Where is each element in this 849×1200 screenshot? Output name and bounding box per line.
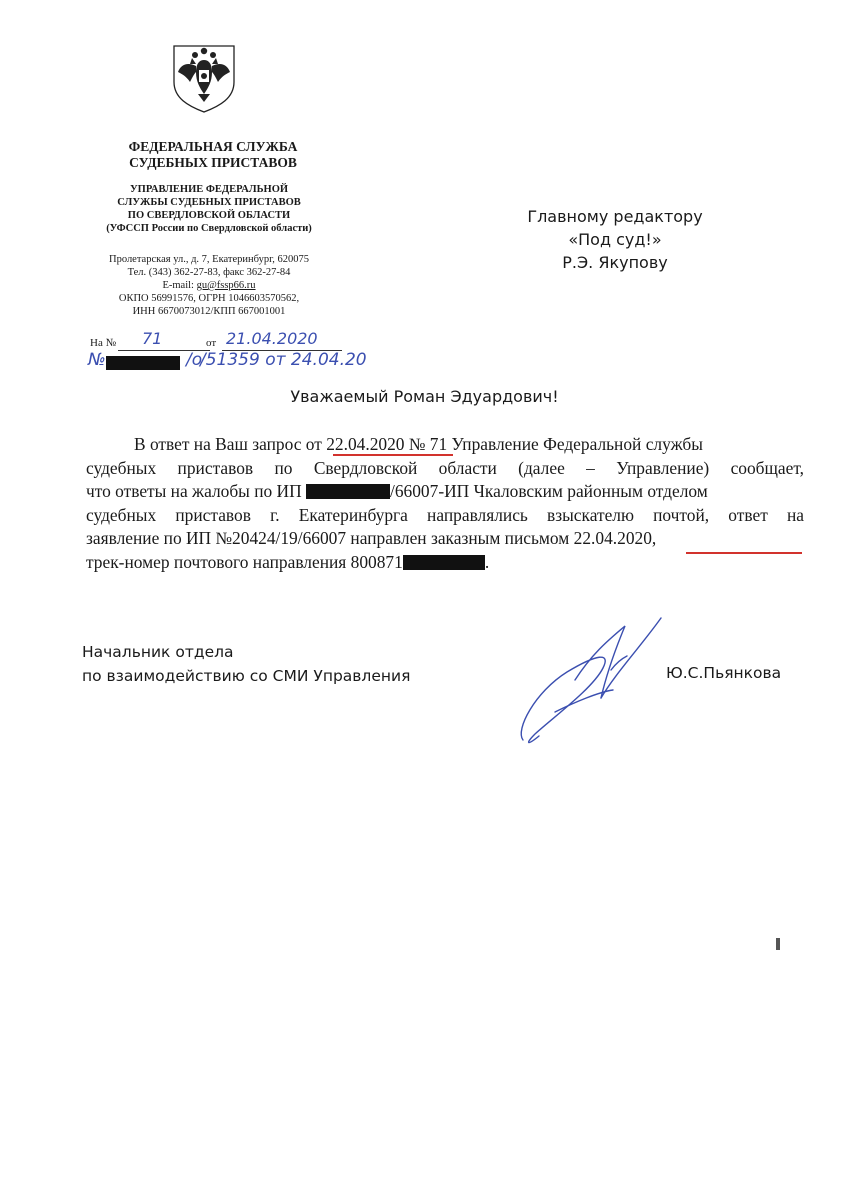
body-line-5-start: заявление по ИП №20424/19/66007 направлен заказным письмом xyxy=(86,528,574,548)
redaction-bar xyxy=(306,484,390,499)
body-line-1-start: В ответ на Ваш запрос xyxy=(134,434,306,454)
dept-line-2: СЛУЖБЫ СУДЕБНЫХ ПРИСТАВОВ xyxy=(117,197,301,208)
inn: ИНН 6670073012/КПП 667001001 xyxy=(132,306,286,317)
body-line-1 xyxy=(86,433,804,457)
request-from-label: от xyxy=(305,434,322,454)
org-contacts xyxy=(80,253,338,318)
address: Пролетарская ул., д. 7, Екатеринбург, 620075 xyxy=(109,254,309,265)
inbound-mark: /о xyxy=(186,350,203,370)
body-line-5 xyxy=(86,527,804,551)
signer-title-line-2: по взаимодействию со СМИ Управления xyxy=(82,667,411,685)
addressee xyxy=(520,205,710,274)
letter-body xyxy=(86,433,804,574)
email-line xyxy=(80,279,338,292)
body-line-4: судебных приставов г. Екатеринбурга направлялись взыскателю почтой, ответ на xyxy=(86,504,804,525)
addressee-line-3: Р.Э. Якупову xyxy=(562,253,668,272)
body-line-3-end: /66007-ИП Чкаловским районным отделом xyxy=(390,481,708,501)
inbound-prefix: № xyxy=(88,350,106,370)
okpo: ОКПО 56991576, ОГРН 1046603570562, xyxy=(118,293,300,304)
salutation: Уважаемый Роман Эдуардович! xyxy=(290,387,559,406)
dept-line-3: ПО СВЕРДЛОВСКОЙ ОБЛАСТИ xyxy=(127,210,291,221)
tracking-label: трек-номер почтового направления 800871 xyxy=(86,551,403,572)
handwritten-signature-icon xyxy=(515,612,675,752)
org-department xyxy=(80,183,338,235)
tracking-end: . xyxy=(484,551,490,572)
reference-from-label: от xyxy=(206,337,217,349)
body-line-6 xyxy=(86,551,804,575)
signer-title-line-1: Начальник отдела xyxy=(82,643,234,661)
inbound-registration xyxy=(88,350,428,374)
request-date: 22.04.2020 xyxy=(326,434,405,454)
body-line-2: судебных приставов по Свердловской области (далее – Управление) сообщает, xyxy=(86,457,804,478)
body-line-1-end: № 71 Управление Федеральной службы xyxy=(408,434,703,454)
phone: Тел. (343) 362-27-83, факс 362-27-84 xyxy=(127,267,291,278)
reference-no-label: На № xyxy=(90,337,117,349)
body-line-3-start: что ответы на жалобы по ИП xyxy=(86,481,307,501)
addressee-line-2: «Под суд!» xyxy=(568,230,662,249)
reference-from-value: 21.04.2020 xyxy=(226,329,318,348)
redaction-bar xyxy=(403,555,485,570)
margin-mark xyxy=(776,938,780,950)
reference-no-value: 71 xyxy=(142,329,163,348)
dept-line-1: УПРАВЛЕНИЕ ФЕДЕРАЛЬНОЙ xyxy=(129,184,289,195)
org-line-1: ФЕДЕРАЛЬНАЯ СЛУЖБА xyxy=(128,139,298,154)
org-line-2: СУДЕБНЫХ ПРИСТАВОВ xyxy=(129,155,297,170)
redaction-bar xyxy=(106,356,180,370)
signer-title xyxy=(82,640,410,688)
sent-date: 22.04.2020, xyxy=(573,528,657,548)
dept-line-4: (УФССП России по Свердловской области) xyxy=(106,223,312,234)
body-line-3 xyxy=(86,480,804,504)
email-link[interactable]: gu@fssp66.ru xyxy=(196,280,256,291)
signer-name: Ю.С.Пьянкова xyxy=(666,664,782,682)
org-name xyxy=(88,139,338,171)
russian-coat-of-arms-icon xyxy=(168,42,240,114)
inbound-tail: /51359 от 24.04.20 xyxy=(200,350,367,370)
email-label: E-mail: xyxy=(162,280,194,291)
addressee-line-1: Главному редактору xyxy=(527,207,703,226)
